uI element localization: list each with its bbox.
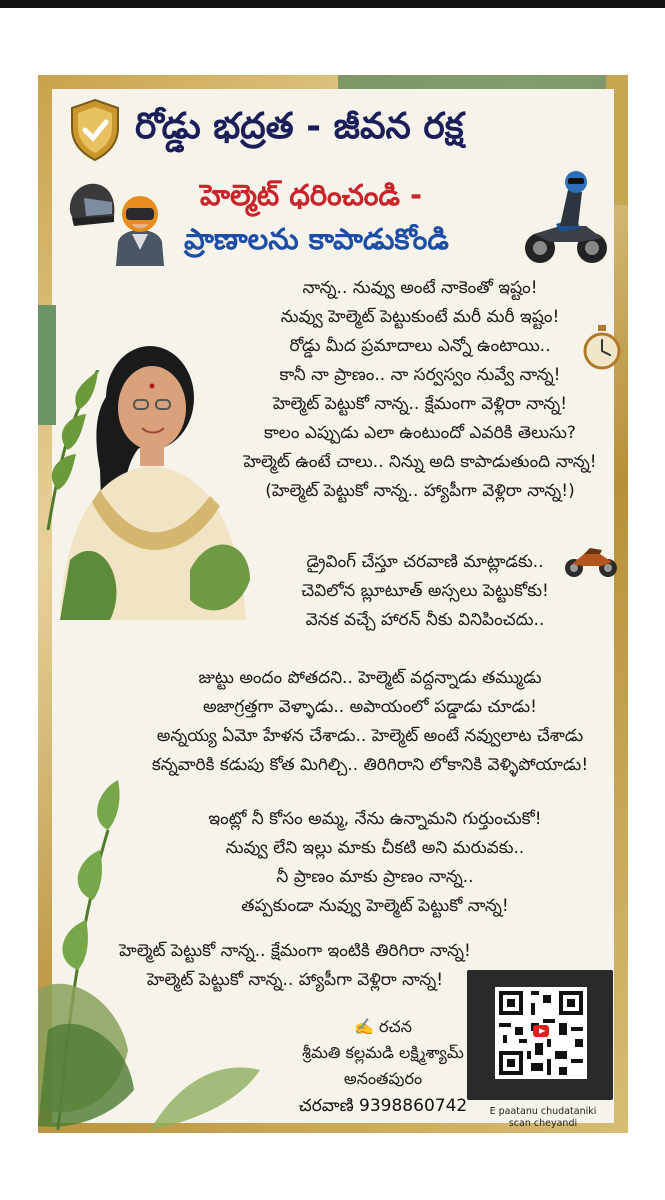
qr-code[interactable] xyxy=(495,987,587,1079)
verse-line: వెనక వచ్చే హారన్ నీకు వినిపించదు.. xyxy=(305,610,545,630)
verse-5 xyxy=(100,937,490,995)
subtitle-helmet: హెల్మెట్ ధరించండి - xyxy=(200,178,423,212)
verse-line: కన్నవారికి కడుపు కోత మిగిల్చి.. తిరిగిరాని లోకానికి వెళ్ళిపోయాడు! xyxy=(151,755,589,775)
verse-line: నీ ప్రాణం మాకు ప్రాణం నాన్న.. xyxy=(276,867,474,887)
verse-line: తప్పకుండా నువ్వు హెల్మెట్ పెట్టుకో నాన్న! xyxy=(241,896,509,916)
qr-code-panel[interactable] xyxy=(467,970,613,1100)
helmet-rider-icon xyxy=(108,190,172,266)
top-bar xyxy=(0,0,665,8)
verse-2 xyxy=(255,548,595,635)
verse-line: (హెల్మెట్ పెట్టుకో నాన్న.. హ్యాపీగా వెళ్లిరా నాన్న!) xyxy=(265,481,575,501)
verse-line: హెల్మెట్ పెట్టుకో నాన్న.. హ్యాపీగా వెళ్లిరా నాన్న! xyxy=(146,970,444,990)
verse-line: హెల్మెట్ పెట్టుకో నాన్న.. క్షేమంగా వెళ్లిరా నాన్న! xyxy=(272,394,568,414)
verse-line: హెల్మెట్ పెట్టుకో నాన్న.. క్షేమంగా ఇంటికి తిరిగిరా నాన్న! xyxy=(119,941,471,961)
shield-check-icon xyxy=(68,98,122,162)
author-phone: చరవాణి 9398860742 xyxy=(298,1096,468,1116)
qr-caption xyxy=(478,1106,608,1130)
verse-4 xyxy=(140,805,610,921)
author-place: అనంతపురం xyxy=(343,1069,423,1088)
leaf-decoration-bottom xyxy=(150,1040,260,1130)
verse-line: నాన్న.. నువ్వు అంటే నాకెంతో ఇష్టం! xyxy=(302,278,538,298)
verse-line: రోడ్డు మీద ప్రమాదాలు ఎన్నో ఉంటాయి.. xyxy=(289,336,551,356)
verse-line: అన్నయ్య ఏమో హేళన చేశాడు.. హెల్మెట్ అంటే నవ్వులాట చేశాడు xyxy=(156,726,584,746)
qr-caption-line: E paatanu chudataniki xyxy=(489,1106,597,1117)
verse-1 xyxy=(200,274,640,506)
verse-line: హెల్మెట్ ఉంటే చాలు.. నిన్ను అది కాపాడుతుంది నాన్న! xyxy=(243,452,597,472)
verse-line: చెవిలోన బ్లూటూత్ అస్సలు పెట్టుకోకు! xyxy=(301,581,549,601)
qr-caption-line: scan cheyandi xyxy=(508,1118,578,1129)
subtitle-save-lives: ప్రాణాలను కాపాడుకోండి xyxy=(184,222,449,256)
verse-line: డ్రైవింగ్ చేస్తూ చరవాణి మాట్లాడకు.. xyxy=(306,552,544,572)
verse-line: ఇంట్లో నీ కోసం అమ్మ, నేను ఉన్నామని గుర్తుంచుకో! xyxy=(208,809,542,829)
verse-line: అజాగ్రత్తగా వెళ్ళాడు.. అపాయంలో పడ్డాడు చూడు! xyxy=(203,697,537,717)
credit-label: ✍️ రచన xyxy=(354,1017,412,1036)
verse-line: జుట్టు అందం పోతదని.. హెల్మెట్ వద్దన్నాడు తమ్ముడు xyxy=(198,668,542,688)
leaf-decoration-left xyxy=(38,370,108,530)
verse-line: కానీ నా ప్రాణం.. నా సర్వస్వం నువ్వే నాన్న! xyxy=(279,365,561,385)
poster-title: రోడ్డు భద్రత - జీవన రక్ష xyxy=(135,106,464,147)
author-name: శ్రీమతి కల్లమడి లక్ష్మిశ్యామ్ xyxy=(302,1043,464,1062)
qr-code-pattern xyxy=(495,987,587,1079)
motorcycle-rider-icon xyxy=(520,168,610,268)
verse-line: నువ్వు హెల్మెట్ పెట్టుకుంటే మరీ మరీ ఇష్టం! xyxy=(280,307,560,327)
verse-line: కాలం ఎప్పుడు ఎలా ఉంటుందో ఎవరికి తెలుసు? xyxy=(264,423,576,443)
verse-line: నువ్వు లేని ఇల్లు మాకు చీకటి అని మరువకు.. xyxy=(225,838,525,858)
verse-3 xyxy=(110,664,630,780)
author-credit xyxy=(288,1014,478,1092)
